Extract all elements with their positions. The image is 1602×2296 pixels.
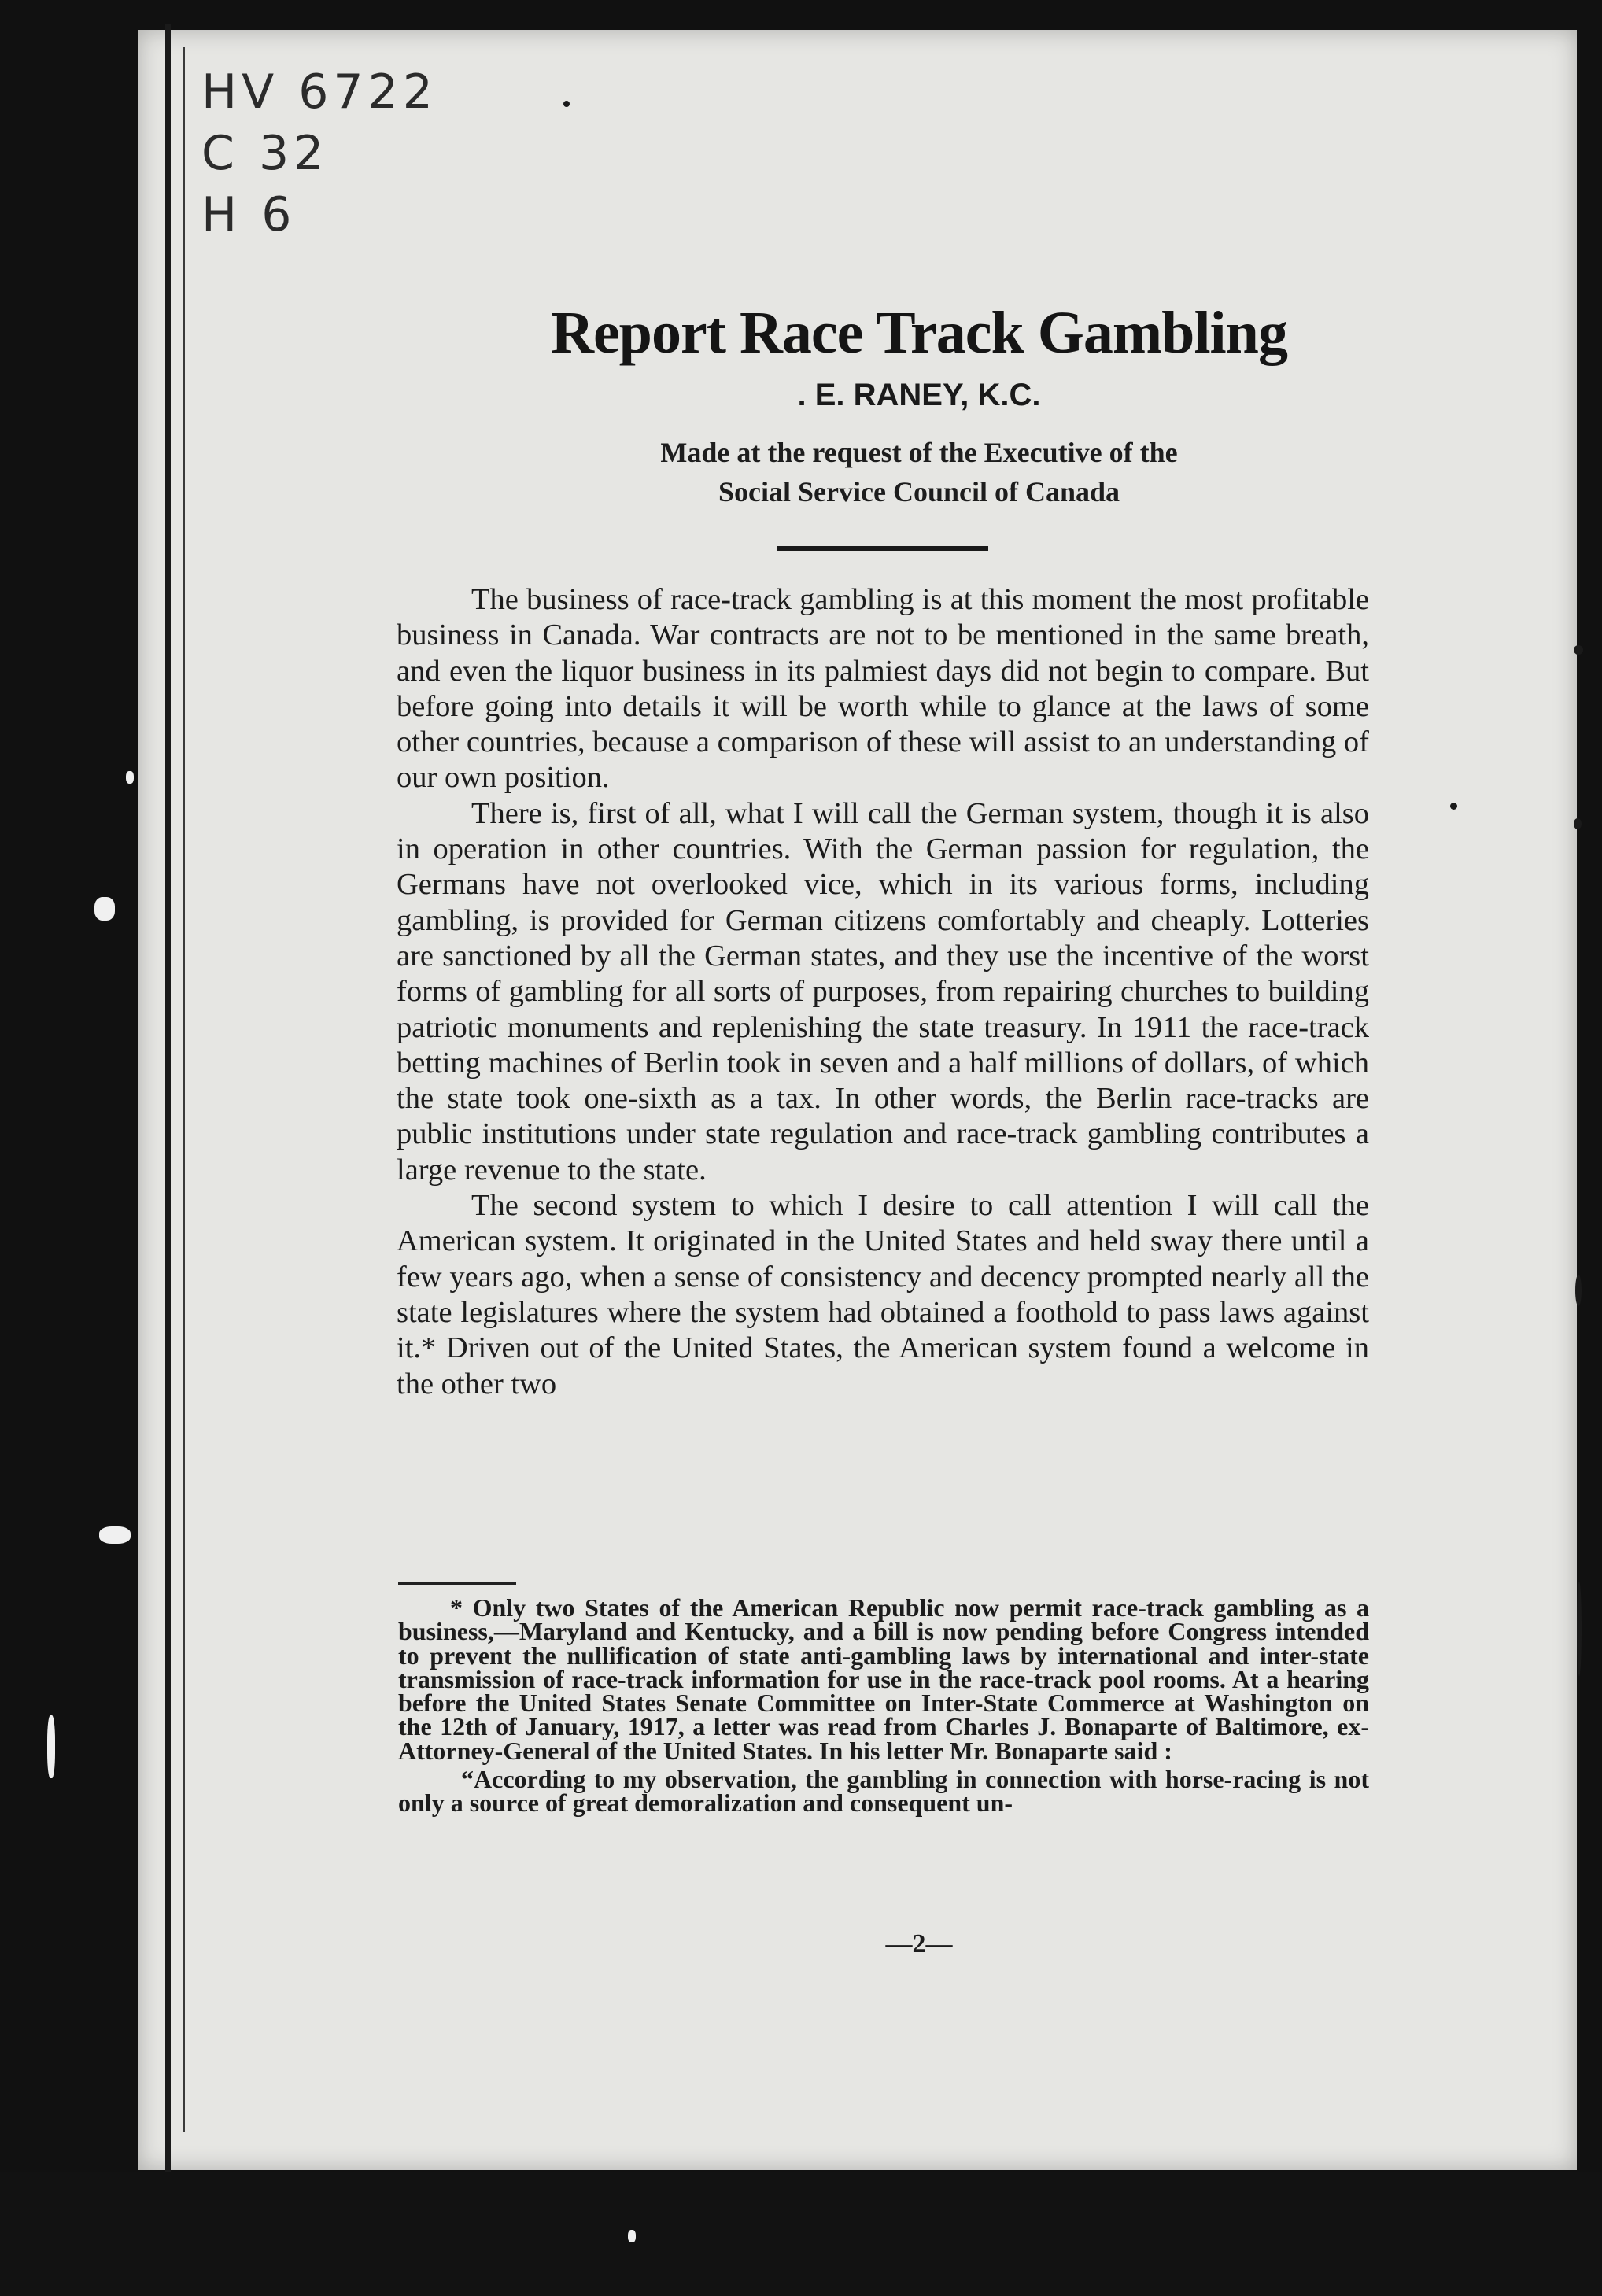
scan-speck [1574,645,1583,655]
handwritten-call-number [201,61,532,245]
call-number-line-1: HV 6722 [201,65,437,120]
scan-speck [1574,818,1582,829]
scan-speck [47,1715,55,1778]
footnote-quote: “According to my observation, the gambling in connection with horse-racing is not only a source of great demoralization and consequent un- [398,1765,1369,1818]
scan-speck [99,1526,131,1544]
scan-bottom-edge [0,2172,1602,2296]
title-divider [777,546,988,551]
scan-speck [1575,1275,1582,1306]
document-title: Report Race Track Gambling [551,300,1287,366]
binding-edge-line [165,24,171,2203]
subtitle-line-1: Made at the request of the Executive of the [660,437,1178,468]
paragraph-1: The business of race-track gambling is at this moment the most profitable business in Canada. War contracts are not to be mentioned in the same breath, and even the liquor business in its palmiest days did not begin to compare. But before going into details it will be worth while to glance at the laws of some other countries, because a comparison of these will assist to an understanding of our own position. [397,583,1369,795]
page-number: —2— [885,1929,953,1958]
paragraph-2: There is, first of all, what I will call the German system, though it is also in operation in other countries. With the German passion for regulation, the Germans have not overlooked vice, which in its various forms, including gambling, is provided for German citizens comfortably and cheaply. Lotteries are sanctioned by all the German states, and they use the incentive of the worst forms of gambling for all sorts of purposes, from repairing churches to building patriotic monuments and replenishing the state treasury. In 1911 the race-track betting machines of Berlin took in seven and a half millions of dollars, of which the state took one-sixth as a tax. In other words, the Berlin race-tracks are public institutions under state regulation and race-track gambling contributes a large revenue to the state. [397,796,1369,1187]
margin-rule [183,47,185,2132]
subtitle [393,433,1445,511]
call-number-line-2: C 32 [201,126,329,181]
scan-speck [628,2230,636,2242]
scan-speck [563,101,570,107]
footnote-rule [398,1582,516,1585]
footnote-text: * Only two States of the American Republic now permit race-track gambling as a business,—Maryland and Kentucky, and a bill is now pending before Congress intended to prevent the nullification of state anti-gambling laws by international and inter-state transmission of race-track information for use in the race-track pool rooms. At a hearing before the United States Senate Committee on Inter-State Commerce at Washington on the 12th of January, 1917, a letter was read from Charles J. Bonaparte of Baltimore, ex-Attorney-General of the United States. In his letter Mr. Bonaparte said : [398,1593,1369,1765]
paragraph-3: The second system to which I desire to call attention I will call the American system. It originated in the United States and held sway there until a few years ago, when a sense of consistency and decency prompted nearly all the state legislatures where the system had obtained a foothold to pass laws against it.* Driven out of the United States, the American system found a welcome in the other two [397,1189,1369,1401]
scan-speck [1450,803,1457,810]
footnote [398,1593,1369,1818]
scan-speck [94,897,115,921]
subtitle-line-2: Social Service Council of Canada [718,476,1120,508]
scan-speck [1577,1582,1582,1676]
author-line: . E. RANEY, K.C. [797,378,1041,412]
call-number-line-3: H 6 [201,187,297,242]
body-text [397,582,1369,1402]
scan-speck [126,771,134,784]
